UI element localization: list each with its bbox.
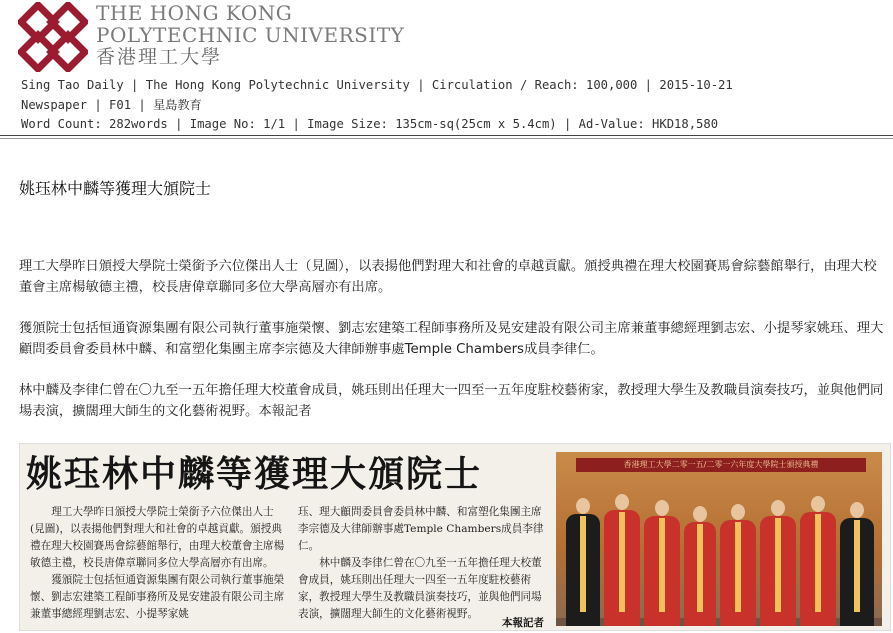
header-divider — [0, 135, 893, 136]
header-divider-secondary — [0, 138, 893, 139]
university-name-en-line1: THE HONG KONG — [96, 1, 293, 25]
clipping-column-1 — [30, 504, 288, 623]
clipping-headline: 姚珏林中麟等獲理大頒院士 — [26, 454, 483, 495]
metadata-line-1: Sing Tao Daily | The Hong Kong Polytechnic University | Circulation / Reach: 100,000 | 2015-10-21 — [21, 78, 733, 92]
university-name — [96, 2, 404, 68]
clipping-paragraph: 理工大學昨日頒授大學院士榮銜予六位傑出人士(見圖)，以表揚他們對理大和社會的卓越貢獻。頒授典禮在理大校園賽馬會綜藝館舉行，由理大校董會主席楊敏德主禮，校長唐偉章聯同多位大學高層亦有出席。 — [30, 506, 285, 569]
metadata-line-2: Newspaper | F01 | 星島教育 — [21, 97, 202, 112]
clipping-body — [30, 504, 550, 626]
photo-person — [644, 500, 680, 626]
clipping-paragraph: 林中麟及李律仁曾在〇九至一五年擔任理大校董會成員，姚珏則出任理大一四至一五年度駐校藝術家，教授理大學生及教職員演奏技巧，並與他們同場表演，擴闊理大師生的文化藝術視野。 — [298, 557, 542, 620]
article-paragraph-2: 獲頒院士包括恒通資源集團有限公司執行董事施榮懷、劉志宏建築工程師事務所及晃安建設有限公司主席兼董事總經理劉志宏、小提琴家姚珏、理大顧問委員會委員林中麟、和富塑化集團主席李宗德及大律師辦事處Temple Chambers成員李律仁。 — [19, 321, 884, 357]
photo-person — [684, 506, 716, 626]
photo-person — [720, 504, 756, 626]
article-paragraph-3: 林中麟及李律仁曾在〇九至一五年擔任理大校董會成員，姚珏則出任理大一四至一五年度駐校藝術家，教授理大學生及教職員演奏技巧，並與他們同場表演，擴闊理大師生的文化藝術視野。本報記者 — [19, 383, 884, 419]
newspaper-clipping — [19, 443, 891, 631]
photo-person — [760, 500, 796, 626]
university-name-zh: 香港理工大學 — [96, 46, 223, 68]
photo-person — [566, 498, 600, 626]
university-name-en-line2: POLYTECHNIC UNIVERSITY — [96, 23, 405, 47]
metadata-line-3: Word Count: 282words | Image No: 1/1 | Image Size: 135cm-sq(25cm x 5.4cm) | Ad-Value: HKD18,580 — [21, 117, 719, 131]
clipping-metadata — [21, 76, 733, 135]
photo-person — [604, 494, 640, 626]
clipping-byline: 本報記者 — [502, 617, 544, 629]
clipping-paragraph: 獲頒院士包括恒通資源集團有限公司執行董事施榮懷、劉志宏建築工程師事務所及晃安建設有限公司主席兼董事總經理劉志宏、小提琴家姚 — [30, 574, 285, 620]
clipping-paragraph: 珏、理大顧問委員會委員林中麟、和富塑化集團主席李宗德及大律師辦事處Temple Chambers成員李律仁。 — [298, 506, 544, 552]
clipping-column-2 — [298, 504, 550, 623]
ceremony-photo — [556, 452, 882, 626]
polyu-logo-icon — [18, 2, 88, 72]
photo-person — [840, 502, 874, 626]
photo-stage-banner: 香港理工大學二零一五/二零一六年度大學院士頒授典禮 — [576, 458, 866, 472]
photo-person — [800, 496, 836, 626]
page-header — [0, 0, 893, 136]
article-paragraph-1: 理工大學昨日頒授大學院士榮銜予六位傑出人士（見圖），以表揚他們對理大和社會的卓越貢獻。頒授典禮在理大校園賽馬會綜藝館舉行，由理大校董會主席楊敏德主禮，校長唐偉章聯同多位大學高層亦有出席。 — [19, 259, 877, 295]
article-title: 姚珏林中麟等獲理大頒院士 — [19, 179, 212, 198]
